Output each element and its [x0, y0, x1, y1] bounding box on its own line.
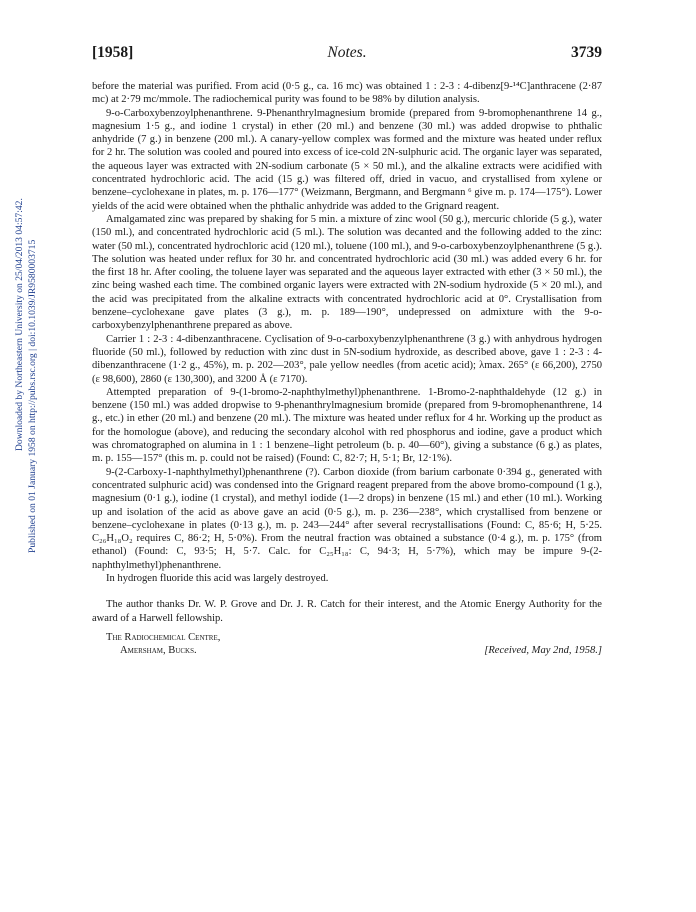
- header-section: Notes.: [327, 44, 367, 61]
- institution-address: [106, 631, 220, 658]
- paragraph-carrier: Carrier 1 : 2-3 : 4-dibenzanthracene. Cyclisation of 9-o-carboxybenzylphenanthrene (3 g.) with anhydrous hydrogen fluoride (50 ml.), followed by reduction with zinc dust in 5N-sodium hydroxide, as described above, gave 1 : 2-3 : 4-dibenzanthracene (1·2 g., 45%), m. p. 202—203°, pale yellow needles (from acetic acid); λmax. 265° (ε 66,200), 2750 (ε 98,600), 2860 (ε 130,300), and 3200 Å (ε 7170).: [92, 333, 602, 385]
- address-line-1: The Radiochemical Centre,: [106, 631, 221, 643]
- downloaded-notice: Downloaded by Northeastern University on 25/04/2013 04:57:42.: [14, 198, 25, 451]
- download-watermark: [13, 95, 38, 555]
- paragraph-amalgamated-zinc: Amalgamated zinc was prepared by shaking for 5 min. a mixture of zinc wool (50 g.), mercuric chloride (5 g.), water (150 ml.), and concentrated hydrochloric acid (5 ml.). The solution was decanted and the following added to the zinc: water (50 ml.), concentrated hydrochloric acid (120 ml.), toluene (100 ml.), and 9-o-carboxybenzoylphenanthrene (5 g.). The solution was heated under reflux for 30 hr. and concentrated hydrochloric acid (30 ml.) was added every 6 hr. for the first 18 hr. After cooling, the toluene layer was separated and the aqueous layer extracted with ether (3 × 50 ml.), the zinc being washed each time. The combined organic layers were extracted with 2N-sodium hydroxide (5 × 20 ml.), and the acid was precipitated from the alkaline extracts with concentrated hydrochloric acid at 0°. Crystallisation from benzene–cyclohexane gave plates (3 g.), m. p. 189—190°, undepressed on admixture with the 9-o-carboxybenzylphenanthrene prepared as above.: [92, 213, 602, 332]
- article-body: [92, 80, 602, 661]
- header-year: [1958]: [92, 44, 134, 61]
- paragraph-hydrogen-fluoride: In hydrogen fluoride this acid was largely destroyed.: [106, 572, 329, 584]
- paragraph-carboxybenzoyl: 9-o-Carboxybenzoylphenanthrene. 9-Phenanthrylmagnesium bromide (prepared from 9-bromophenanthrene 14 g., magnesium 1·5 g., and iodine 1 crystal) in ether (20 ml.) and benzene (30 ml.) was added dropwise to phthalic anhydride (7 g.) in benzene (200 ml.). A canary-yellow complex was formed and the mixture was heated under reflux for 2 hr. The solution was cooled and poured into excess of ice-cold 2N-sulphuric acid. The organic layer was separated, the aqueous layer was extracted with 2N-sodium carbonate (5 × 50 ml.), and the alkaline extracts were acidified with concentrated hydrochloric acid. The acid (15 g.) was filtered off, dried in vacuo, and crystallised from xylene or benzene–cyclohexane in plates, m. p. 176—177° (Weizmann, Bergmann, and Bergmann ⁶ give m. p. 174—175°). Lower yields of the acid were obtained when the phthalic anhydride was added to the Grignard reagent.: [92, 107, 602, 212]
- published-notice: Published on 01 January 1958 on http://pubs.rsc.org | doi:10.1039/JR9580003715: [27, 239, 38, 553]
- paragraph-purification: before the material was purified. From acid (0·5 g., ca. 16 mc) was obtained 1 : 2-3 : 4-dibenz[9-¹⁴C]anthracene (2·87 mc) at 2·79 mc/mmole. The radiochemical purity was found to be 98% by dilution analysis.: [92, 81, 602, 106]
- page-number: 3739: [571, 44, 602, 61]
- paragraph-attempted-preparation: Attempted preparation of 9-(1-bromo-2-naphthylmethyl)phenanthrene. 1-Bromo-2-naphthaldehyde (12 g.) in benzene (150 ml.) was added dropwise to 9-phenanthrylmagnesium bromide (prepared from 9-bromophenanthrene, 14 g., etc.) in ether (20 ml.) and benzene (20 ml.). The mixture was heated under reflux for 4 hr. Working up the product as for the homologue (above), and reducing the secondary alcohol with red phosphorus and iodine, gave a product which was chromatographed on alumina in 1 : 1 benzene–light petroleum (b. p. 40—60°), giving a substance (6 g.) as plates, m. p. 155—157° (this m. p. could not be raised) (Found: C, 82·7; H, 5·1; Br, 12·1%).: [92, 386, 602, 465]
- address-line-2: Amersham, Bucks.: [120, 645, 197, 657]
- article-footer: [92, 631, 602, 661]
- running-header: [92, 44, 602, 64]
- acknowledgement: The author thanks Dr. W. P. Grove and Dr. J. R. Catch for their interest, and the Atomic Energy Authority for the award of a Harwell fellowship.: [92, 599, 602, 624]
- paragraph-carboxy-naphthylmethyl: 9-(2-Carboxy-1-naphthylmethyl)phenanthrene (?). Carbon dioxide (from barium carbonate 0·394 g., generated with concentrated sulphuric acid) was condensed into the Grignard reagent prepared from the above bromo-compound (1 g.), magnesium (0·1 g.), iodine (1 crystal), and methyl iodide (1—2 drops) in benzene (15 ml.) and ether (10 ml.). Working up and isolation of the acid as above gave an acid (0·5 g.), m. p. 236—238°, which crystallised from benzene or benzene–cyclohexane in plates (0·13 g.), m. p. 243—244° after several recrystallisations (Found: C, 85·6; H, 5·25. C₂₆H₁₈O₂ requires C, 86·2; H, 5·0%). From the neutral fraction was obtained a substance (0·4 g.), m. p. 175° (from ethanol) (Found: C, 93·5; H, 5·7. Calc. for C₂₅H₁₈: C, 94·3; H, 5·7%), which may be impure 9-(2-naphthylmethyl)phenanthrene.: [92, 466, 602, 571]
- received-date: [Received, May 2nd, 1958.]: [484, 644, 602, 656]
